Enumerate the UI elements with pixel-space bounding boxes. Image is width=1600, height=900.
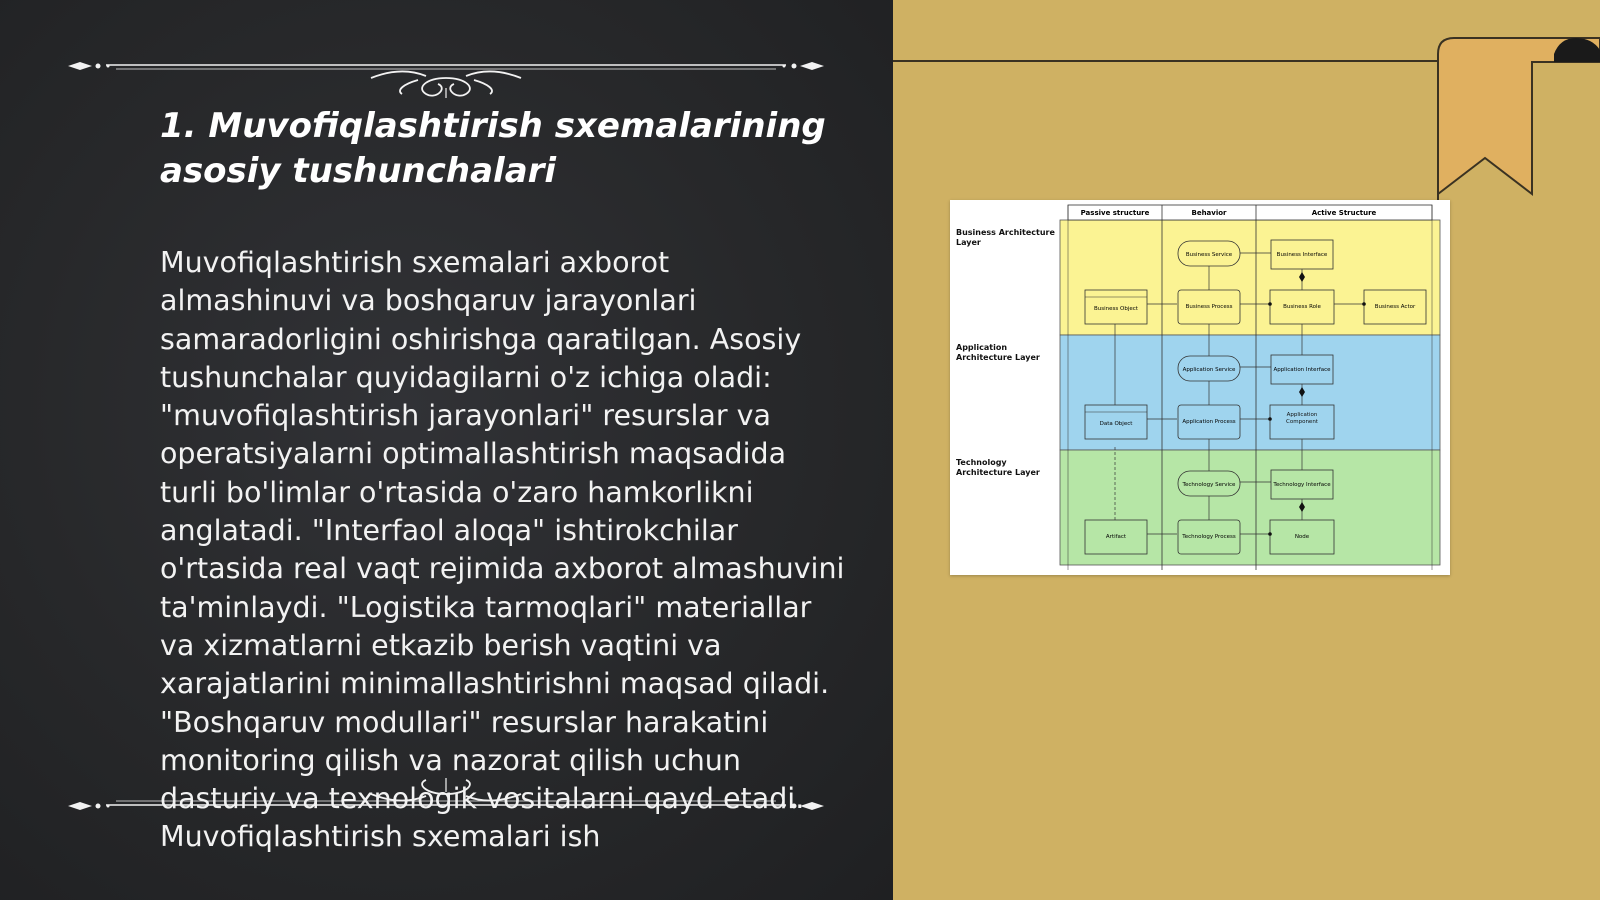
slide-body-text: Muvofiqlashtirish sxemalari axborot almashinuvi va boshqaruv jarayonlari samaradorligini oshirishga qaratilgan. Asosiy tushunchalar quyidagilarni o'z ichiga oladi: "muvofiqlashtirish jarayonlari" resurslar va operatsiyalarni optimallashtirish maqsadida turli bo'limlar o'rtasida o'zaro hamkorlikni anglatadi. "Interfaol aloqa" ishtirokchilar o'rtasida real vaqt rejimida axborot almashuvini ta'minlaydi. "Logistika tarmoqlari" materiallar va xizmatlarni etkazib berish vaqtini va xarajatlarini minimallashtirishni maqsad qiladi. "Boshqaruv modullari" resurslar harakatini monitoring qilish va nazorat qilish uchun dasturiy va texnologik vositalarni qayd etadi. Muvofiqlashtirish sxemalari ish [160, 246, 845, 854]
slide-title: 1. Muvofiqlashtirish sxemalarining asosiy tushunchalari [160, 106, 826, 191]
element-application-component: Application Component [1286, 412, 1318, 425]
element-application-process: Application Process [1182, 419, 1236, 425]
column-header-passive: Passive structure [1080, 209, 1150, 217]
element-application-service: Application Service [1182, 367, 1236, 373]
layer-label-business: Business Architecture Layer [956, 228, 1055, 247]
element-node: Node [1294, 534, 1310, 540]
element-business-process: Business Process [1185, 304, 1233, 310]
element-business-service: Business Service [1185, 252, 1233, 258]
column-header-active: Active Structure [1311, 209, 1377, 217]
element-business-actor: Business Actor [1374, 304, 1416, 310]
layer-label-application: Application Architecture Layer [956, 343, 1040, 362]
architecture-diagram [950, 200, 1450, 575]
ribbon-bookmark-icon [1430, 32, 1600, 202]
element-artifact: Artifact [1105, 534, 1127, 540]
element-technology-service: Technology Service [1182, 482, 1236, 488]
element-business-interface: Business Interface [1276, 252, 1328, 258]
element-data-object: Data Object [1099, 421, 1133, 427]
element-business-role: Business Role [1283, 304, 1321, 310]
element-technology-process: Technology Process [1182, 534, 1236, 540]
element-application-interface: Application Interface [1273, 367, 1331, 373]
element-technology-interface: Technology Interface [1273, 482, 1331, 488]
column-header-behavior: Behavior [1191, 209, 1227, 217]
layer-label-technology: Technology Architecture Layer [956, 458, 1040, 477]
top-ornament-icon [66, 38, 826, 98]
element-business-object: Business Object [1094, 306, 1138, 312]
